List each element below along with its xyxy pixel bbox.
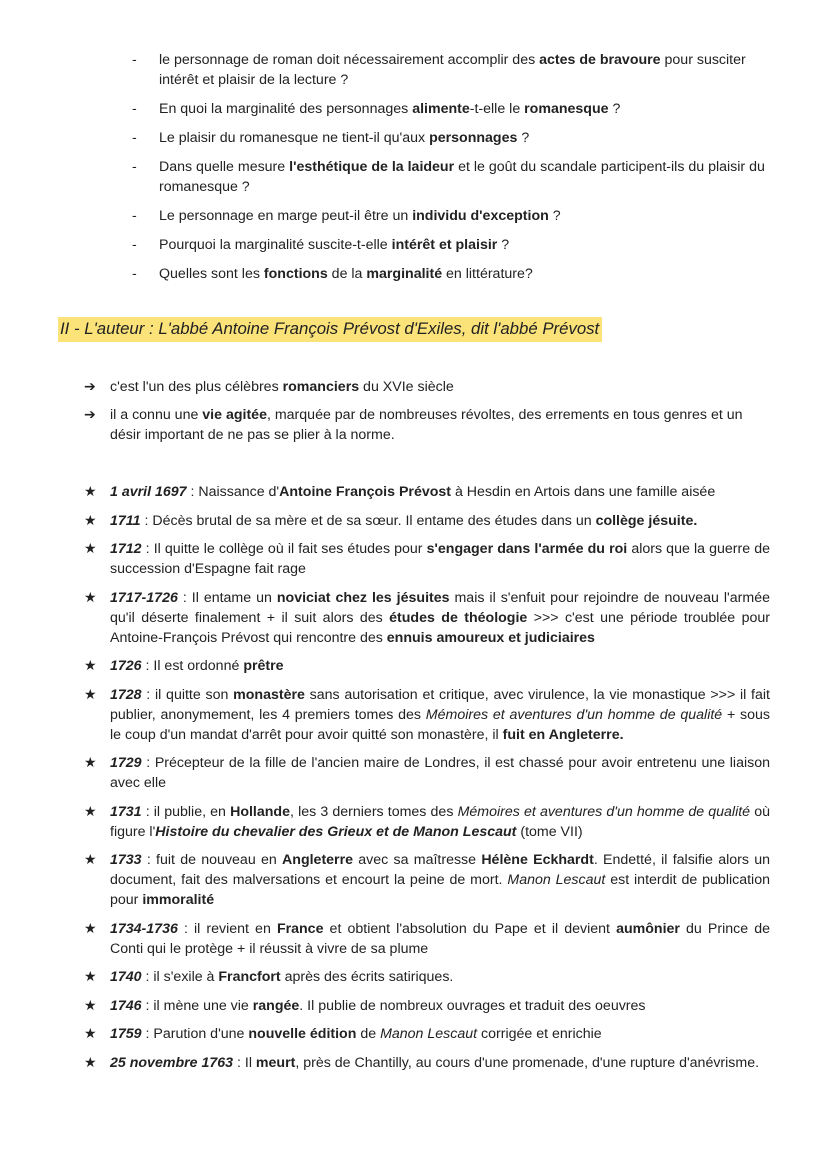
item-text bbox=[110, 484, 715, 500]
text-run: : Parution d'une bbox=[141, 1026, 249, 1042]
star-icon: ★ bbox=[84, 755, 97, 771]
bold-text: s'engager dans l'armée du roi bbox=[426, 541, 628, 557]
bold-text: Angleterre bbox=[282, 852, 353, 868]
text-run: : Précepteur de la fille de l'ancien maire de Londres, il est chassé pour avoir entretenu une liaison avec elle bbox=[110, 755, 770, 791]
bold-text: meurt bbox=[255, 1054, 296, 1071]
timeline-item bbox=[84, 1024, 770, 1044]
biography-timeline bbox=[84, 482, 770, 1081]
date-label: 1728 bbox=[110, 686, 142, 703]
text-run: : il mène une vie bbox=[141, 997, 253, 1014]
timeline-item bbox=[84, 850, 770, 910]
text-run: en littérature? bbox=[442, 266, 533, 282]
text-run: : fuit de nouveau en bbox=[141, 852, 283, 868]
timeline-item bbox=[84, 802, 770, 842]
bold-text: individu d'exception bbox=[412, 208, 549, 224]
item-text bbox=[110, 921, 770, 957]
text-run: En quoi la marginalité des personnages bbox=[159, 101, 413, 117]
text-run: : il quitte son bbox=[141, 686, 234, 703]
star-icon: ★ bbox=[84, 852, 97, 868]
star-icon: ★ bbox=[84, 686, 97, 703]
text-run: après des écrits satiriques. bbox=[280, 969, 454, 985]
bold-text: personnages bbox=[429, 130, 518, 146]
timeline-item bbox=[84, 919, 770, 959]
arrow-icon: ➔ bbox=[84, 379, 96, 395]
timeline-item bbox=[84, 511, 770, 531]
bold-text: prêtre bbox=[243, 658, 284, 674]
text-run: ? bbox=[517, 130, 530, 146]
star-icon: ★ bbox=[84, 658, 97, 674]
bold-text: études de théologie bbox=[389, 609, 528, 626]
star-icon: ★ bbox=[84, 589, 97, 606]
item-text bbox=[110, 658, 284, 674]
timeline-item bbox=[84, 1053, 770, 1073]
question-item bbox=[132, 50, 772, 90]
item-text bbox=[110, 852, 770, 908]
bold-text: aumônier bbox=[616, 920, 680, 937]
item-text bbox=[110, 541, 770, 577]
text-run: où figure l' bbox=[110, 803, 770, 840]
bold-text: collège jésuite. bbox=[595, 512, 698, 529]
text-run: Pourquoi la marginalité suscite-t-elle bbox=[159, 237, 392, 253]
item-text bbox=[110, 804, 770, 840]
bold-text: France bbox=[276, 920, 324, 937]
bold-text: l'esthétique de la laideur bbox=[289, 159, 455, 175]
timeline-item bbox=[84, 996, 770, 1016]
star-icon: ★ bbox=[84, 541, 97, 557]
section-heading: II - L'auteur : L'abbé Antoine François Prévost d'Exiles, dit l'abbé Prévost bbox=[58, 317, 602, 342]
fact-item bbox=[84, 377, 774, 397]
bold-text: fuit en Angleterre. bbox=[502, 726, 624, 743]
text-run: Le personnage en marge peut-il être un bbox=[159, 208, 413, 224]
item-text bbox=[159, 101, 620, 117]
text-run: + sous le coup d'un mandat d'arrêt pour avoir quitté son monastère, il bbox=[110, 706, 771, 743]
star-icon: ★ bbox=[84, 512, 97, 529]
question-item bbox=[132, 264, 772, 284]
question-item bbox=[132, 157, 772, 197]
item-text bbox=[110, 407, 743, 443]
text-run: mais il s'enfuit pour rejoindre de nouveau l'armée qu'il déserte finalement + il suit alors des bbox=[110, 589, 770, 626]
date-label: 25 novembre 1763 bbox=[110, 1054, 234, 1071]
date-label: 1 avril 1697 bbox=[110, 484, 187, 500]
text-run: pour susciter intérêt et plaisir de la lecture ? bbox=[159, 52, 746, 88]
star-icon: ★ bbox=[84, 997, 97, 1014]
date-label: 1711 bbox=[110, 512, 141, 529]
dash-bullet: - bbox=[132, 237, 137, 253]
dash-bullet: - bbox=[132, 208, 137, 224]
dash-bullet: - bbox=[132, 159, 137, 175]
text-run: le personnage de roman doit nécessairement accomplir des bbox=[159, 52, 540, 68]
text-run: Le plaisir du romanesque ne tient-il qu'aux bbox=[159, 130, 430, 146]
date-label: 1726 bbox=[110, 658, 142, 674]
text-run: , près de Chantilly, au cours d'une promenade, d'une rupture d'anévrisme. bbox=[295, 1054, 760, 1071]
bold-text: romanesque bbox=[524, 101, 609, 117]
text-run: (tome VII) bbox=[516, 823, 583, 840]
text-run: -t-elle le bbox=[469, 101, 525, 117]
item-text bbox=[110, 1026, 602, 1042]
text-run: : Il bbox=[233, 1054, 256, 1071]
bold-text: monastère bbox=[233, 686, 305, 703]
timeline-item bbox=[84, 967, 770, 987]
bold-text: Francfort bbox=[218, 969, 281, 985]
question-item bbox=[132, 206, 772, 226]
item-text bbox=[110, 513, 697, 529]
item-text bbox=[110, 1055, 759, 1071]
date-label: 1712 bbox=[110, 541, 142, 557]
italic-title: Mémoires et aventures d'un homme de qualité bbox=[425, 706, 723, 723]
text-run: du XVIe siècle bbox=[359, 379, 454, 395]
text-run: . Il publie de nombreux ouvrages et traduit des oeuvres bbox=[299, 997, 646, 1014]
timeline-item bbox=[84, 539, 770, 579]
text-run: de la bbox=[327, 266, 367, 282]
date-label: 1734-1736 bbox=[110, 920, 178, 937]
star-icon: ★ bbox=[84, 920, 97, 937]
bold-text: vie agitée bbox=[202, 407, 267, 423]
question-list bbox=[132, 50, 772, 293]
star-icon: ★ bbox=[84, 803, 97, 820]
bold-text: marginalité bbox=[366, 266, 443, 282]
date-label: 1746 bbox=[110, 997, 142, 1014]
item-text bbox=[110, 969, 453, 985]
arrow-icon: ➔ bbox=[84, 407, 96, 423]
italic-title: Manon Lescaut bbox=[507, 872, 606, 888]
text-run: sans autorisation et critique, avec virulence, la vie monastique >>> il fait publier, anonymement, les 4 premiers tomes des bbox=[110, 686, 770, 723]
item-text bbox=[110, 590, 770, 646]
bold-text: actes de bravoure bbox=[539, 52, 661, 68]
star-icon: ★ bbox=[84, 969, 97, 985]
text-run: du Prince de Conti qui le protège + il réussit à vivre de sa plume bbox=[110, 920, 770, 957]
bold-text: Hélène Eckhardt bbox=[481, 852, 594, 868]
text-run: : Il est ordonné bbox=[141, 658, 244, 674]
star-icon: ★ bbox=[84, 484, 97, 500]
text-run: : Il quitte le collège où il fait ses études pour bbox=[141, 541, 427, 557]
date-label: 1729 bbox=[110, 755, 142, 771]
text-run: , marquée par de nombreuses révoltes, des errements en tous genres et un désir important de ne pas se plier à la norme. bbox=[110, 407, 743, 443]
text-run: : Décès brutal de sa mère et de sa sœur. Il entame des études dans un bbox=[140, 512, 596, 529]
timeline-item bbox=[84, 482, 770, 502]
text-run: ? bbox=[497, 237, 510, 253]
date-label: 1733 bbox=[110, 852, 142, 868]
text-run: , les 3 derniers tomes des bbox=[290, 803, 458, 820]
fact-item bbox=[84, 405, 774, 445]
bold-text: immoralité bbox=[142, 892, 215, 908]
item-text bbox=[159, 237, 509, 253]
text-run: alors que la guerre de succession d'Espagne fait rage bbox=[110, 541, 770, 577]
dash-bullet: - bbox=[132, 101, 137, 117]
text-run: . Endetté, il falsifie alors un document, fait des malversations et encourt la peine de mort. bbox=[110, 852, 770, 888]
text-run: et obtient l'absolution du Pape et il devient bbox=[323, 920, 617, 937]
star-icon: ★ bbox=[84, 1026, 97, 1042]
bold-text: Antoine François Prévost bbox=[279, 484, 452, 500]
item-text bbox=[159, 52, 746, 88]
text-run: : Naissance d' bbox=[186, 484, 280, 500]
timeline-item bbox=[84, 753, 770, 793]
date-label: 1740 bbox=[110, 969, 142, 985]
item-text bbox=[159, 130, 529, 146]
timeline-item bbox=[84, 685, 770, 745]
text-run: : il revient en bbox=[177, 920, 277, 937]
text-run: Dans quelle mesure bbox=[159, 159, 290, 175]
item-text bbox=[110, 687, 770, 743]
italic-title: Manon Lescaut bbox=[380, 1026, 478, 1042]
text-run: et le goût du scandale participent-ils du plaisir du romanesque ? bbox=[159, 159, 765, 195]
text-run: c'est l'un des plus célèbres bbox=[110, 379, 283, 395]
bold-text: noviciat chez les jésuites bbox=[276, 589, 450, 606]
item-text bbox=[110, 379, 454, 395]
text-run: Quelles sont les bbox=[159, 266, 264, 282]
bold-text: nouvelle édition bbox=[248, 1026, 357, 1042]
item-text bbox=[110, 998, 646, 1014]
item-text bbox=[110, 755, 770, 791]
bold-text: ennuis amoureux et judiciaires bbox=[386, 629, 595, 646]
bold-text: alimente bbox=[412, 101, 470, 117]
text-run: : il s'exile à bbox=[141, 969, 219, 985]
date-label: 1731 bbox=[110, 803, 142, 820]
text-run: est interdit de publication pour bbox=[110, 872, 770, 908]
bold-text: rangée bbox=[252, 997, 300, 1014]
text-run: avec sa maîtresse bbox=[353, 852, 482, 868]
dash-bullet: - bbox=[132, 52, 137, 68]
date-label: 1759 bbox=[110, 1026, 142, 1042]
dash-bullet: - bbox=[132, 130, 137, 146]
star-icon: ★ bbox=[84, 1054, 97, 1071]
question-item bbox=[132, 128, 772, 148]
text-run: il a connu une bbox=[110, 407, 203, 423]
timeline-item bbox=[84, 588, 770, 648]
text-run: corrigée et enrichie bbox=[477, 1026, 602, 1042]
bold-text: intérêt et plaisir bbox=[391, 237, 498, 253]
question-item bbox=[132, 99, 772, 119]
text-run: ? bbox=[548, 208, 561, 224]
timeline-item bbox=[84, 656, 770, 676]
item-text bbox=[159, 159, 765, 195]
text-run: : il publie, en bbox=[141, 803, 231, 820]
text-run: de bbox=[356, 1026, 381, 1042]
text-run: à Hesdin en Artois dans une famille aisée bbox=[451, 484, 716, 500]
text-run: : Il entame un bbox=[177, 589, 277, 606]
italic-title: Mémoires et aventures d'un homme de qualité bbox=[457, 803, 751, 820]
dash-bullet: - bbox=[132, 266, 137, 282]
text-run: >>> c'est une période troublée pour Antoine-François Prévost qui rencontre des bbox=[110, 609, 770, 646]
text-run: ? bbox=[608, 101, 621, 117]
bold-text: Hollande bbox=[230, 803, 290, 820]
item-text bbox=[159, 266, 533, 282]
author-facts-list bbox=[84, 377, 774, 453]
question-item bbox=[132, 235, 772, 255]
date-label: 1717-1726 bbox=[110, 589, 178, 606]
date-label: Histoire du chevalier des Grieux et de Manon Lescaut bbox=[155, 823, 517, 840]
bold-text: romanciers bbox=[282, 379, 360, 395]
item-text bbox=[159, 208, 561, 224]
bold-text: fonctions bbox=[263, 266, 328, 282]
